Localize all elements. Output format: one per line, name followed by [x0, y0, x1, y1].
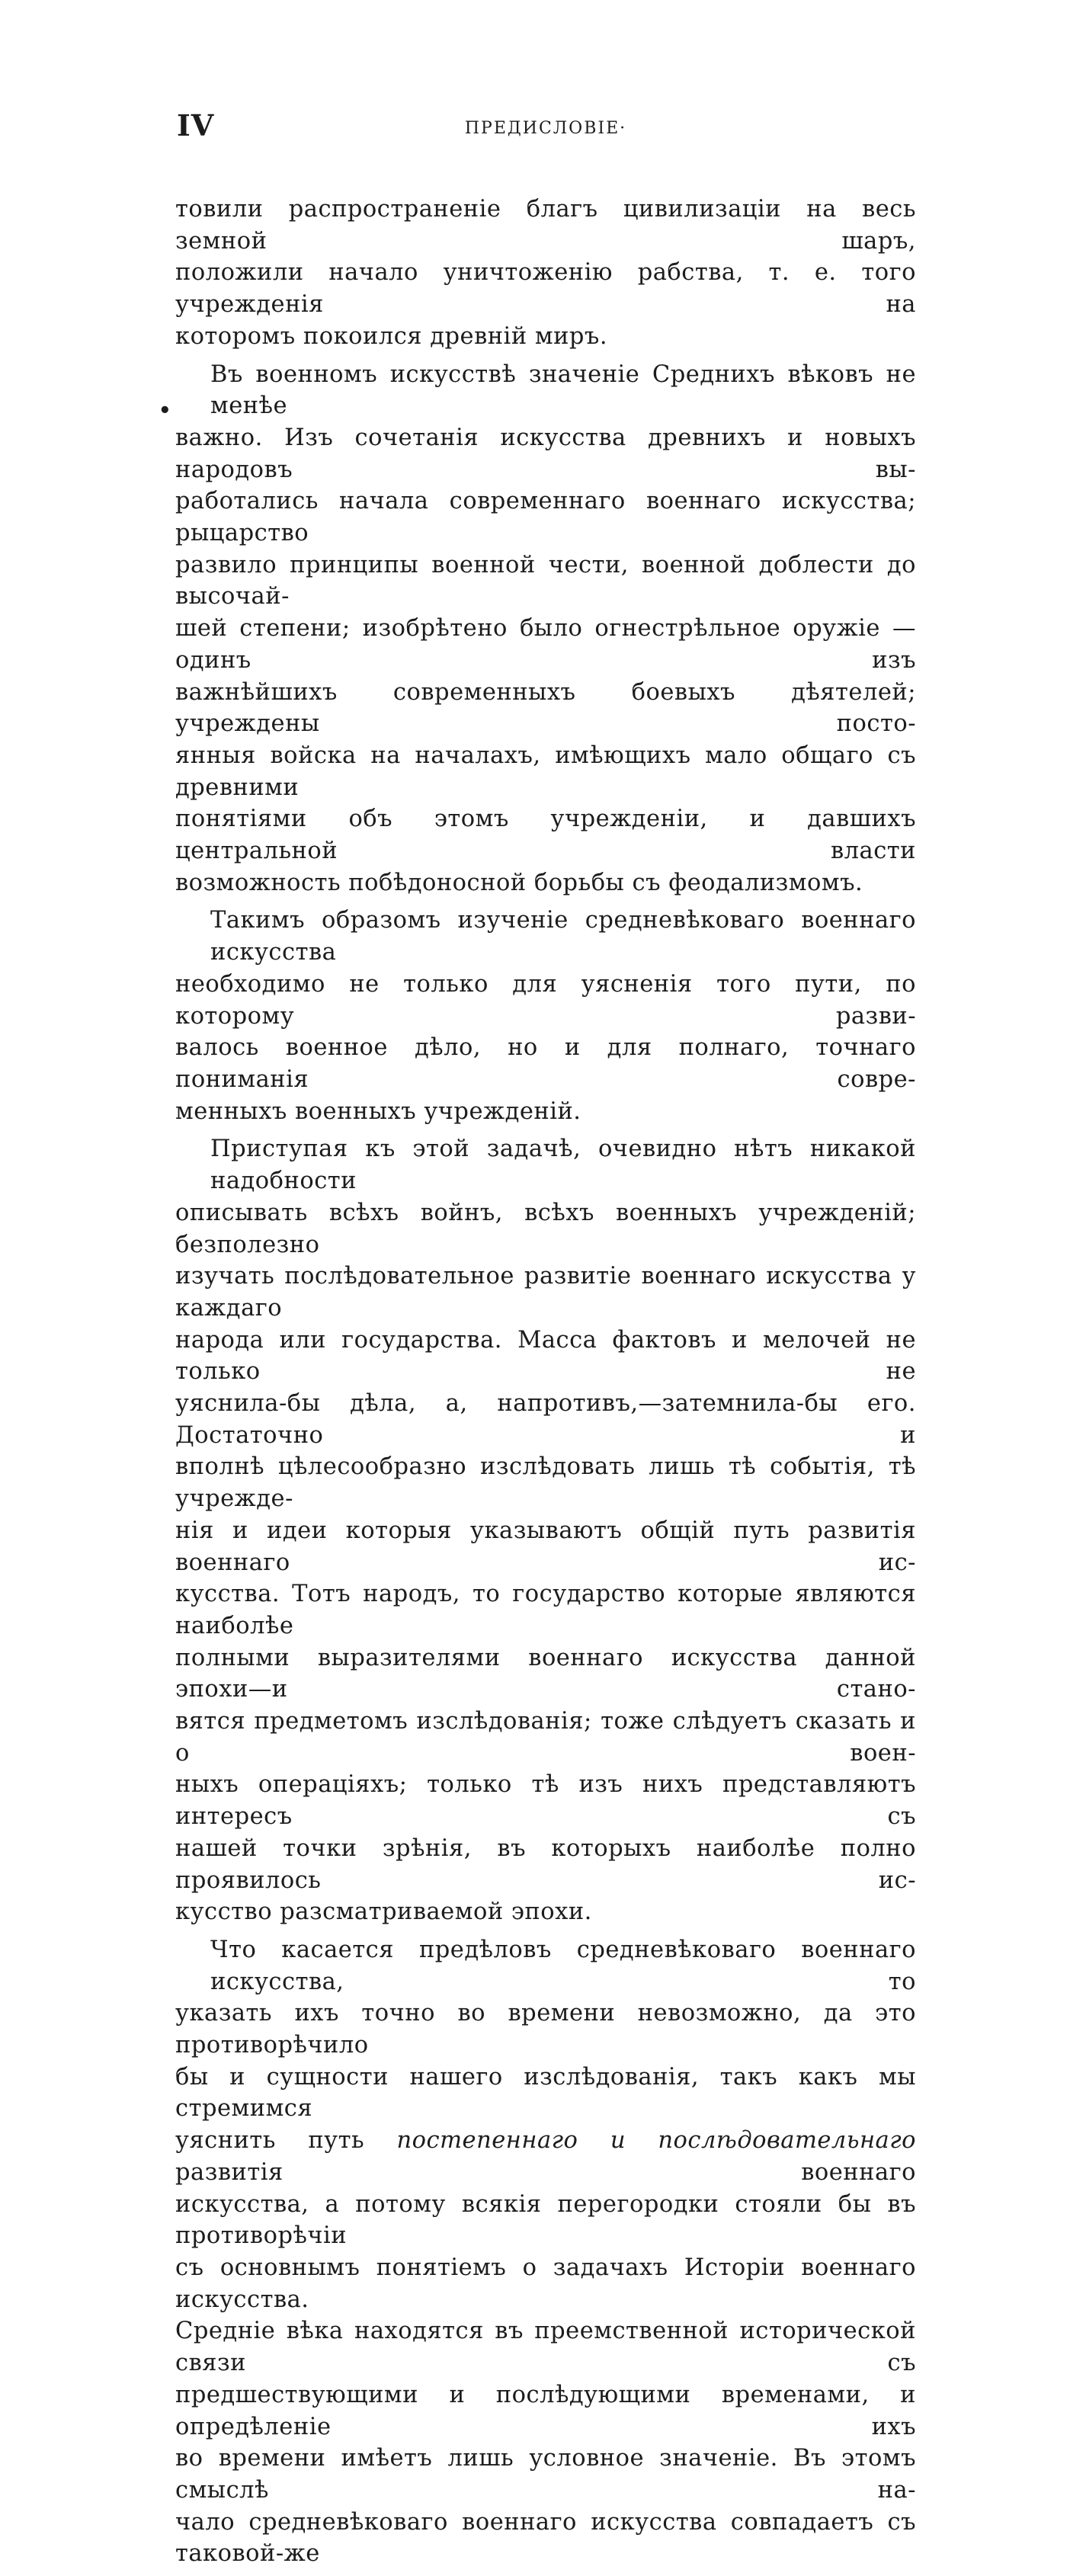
paragraph-3 [175, 905, 916, 1127]
text-line: важнѣйшихъ современныхъ боевыхъ дѣятелей; учреждены посто- [175, 678, 916, 738]
text-line: нія и идеи которыя указываютъ общій путь развитія военнаго ис- [175, 1517, 916, 1576]
text-line: возможность побѣдоносной борьбы съ феодализмомъ. [175, 869, 863, 896]
text-line: искусства, а потому всякія перегородки стояли бы въ противорѣчіи [175, 2190, 916, 2250]
text-line: вполнѣ цѣлесообразно изслѣдовать лишь тѣ событія, тѣ учрежде- [175, 1453, 916, 1513]
text-line: Въ военномъ искусствѣ значеніе Среднихъ вѣковъ не менѣе [210, 360, 916, 420]
paragraph-5 [175, 1934, 916, 2570]
text-line: нашей точки зрѣнія, въ которыхъ наиболѣе полно проявилось ис- [175, 1834, 916, 1894]
text-line: менныхъ военныхъ учрежденій. [175, 1097, 581, 1125]
text-line: Такимъ образомъ изученіе средневѣковаго военнаго искусства [210, 907, 916, 966]
paragraph-4 [175, 1133, 916, 1928]
paragraph-2 [175, 359, 916, 899]
text-line: описывать всѣхъ войнъ, всѣхъ военныхъ учрежденій; безполезно [175, 1199, 916, 1258]
text-line: янныя войска на началахъ, имѣющихъ мало общаго съ древними [175, 742, 916, 801]
text-line: указать ихъ точно во времени невозможно, да это противорѣчило [175, 2000, 916, 2059]
text-line: необходимо не только для уясненія того пути, по которому разви- [175, 970, 916, 1030]
text-line: которомъ покоился древній миръ. [175, 322, 608, 350]
text-line: изучать послѣдовательное развитіе военнаго искусства у каждаго [175, 1263, 916, 1322]
text-line: во времени имѣетъ лишь условное значеніе. Въ этомъ смыслѣ на- [175, 2445, 916, 2504]
text-line: Средніе вѣка находятся въ преемственной исторической связи съ [175, 2318, 916, 2377]
text-line: валось военное дѣло, но и для полнаго, точнаго пониманія совре- [175, 1034, 916, 1093]
text-line: понятіями объ этомъ учрежденіи, и давшихъ центральной власти [175, 806, 916, 865]
text-line-with-italic: уяснить путь постепеннаго и послѣдовательнаго развитія военнаго [175, 2127, 916, 2186]
margin-dot: • [159, 399, 171, 422]
text-line: уяснила-бы дѣла, а, напротивъ,—затемнила-бы его. Достаточно и [175, 1390, 916, 1449]
paragraph-1 [175, 194, 916, 353]
running-title: ПРЕДИСЛОВІЕ· [464, 119, 627, 138]
text-line: товили распространеніе благъ цивилизаціи на весь земной шаръ, [175, 196, 916, 255]
text-line: шей степени; изобрѣтено было огнестрѣльное оружіе — одинъ изъ [175, 615, 916, 674]
italic-emphasis: постепеннаго и послѣдовательнаго [396, 2127, 916, 2155]
text-line: важно. Изъ сочетанія искусства древнихъ и новыхъ народовъ вы- [175, 424, 916, 483]
text-line: полными выразителями военнаго искусства данной эпохи—и стано- [175, 1644, 916, 1703]
text-line: положили начало уничтоженію рабства, т. е. того учрежденія на [175, 259, 916, 319]
body-text [175, 194, 916, 2576]
text-line: кусства. Тотъ народъ, то государство которые являются наиболѣе [175, 1581, 916, 1639]
text-line: кусство разсматриваемой эпохи. [175, 1898, 592, 1926]
text-line: развило принципы военной чести, военной доблести до высочай- [175, 551, 916, 610]
page-header [177, 108, 915, 146]
text-line: Что касается предѣловъ средневѣковаго военнаго искусства, то [210, 1936, 916, 1995]
page-number: IV [177, 108, 215, 143]
text-line: вятся предметомъ изслѣдованія; тоже слѣдуетъ сказать и о воен- [175, 1708, 916, 1767]
text-line: ныхъ операціяхъ; только тѣ изъ нихъ представляютъ интересъ съ [175, 1771, 916, 1831]
text-line: бы и сущности нашего изслѣдованія, такъ какъ мы стремимся [175, 2063, 916, 2123]
text-line: чало средневѣковаго военнаго искусства совпадаетъ съ таковой-же [175, 2508, 916, 2568]
text-line: съ основнымъ понятіемъ о задачахъ Исторіи военнаго искусства. [175, 2254, 916, 2313]
text-line: народа или государства. Масса фактовъ и мелочей не только не [175, 1326, 916, 1386]
text-line: Приступая къ этой задачѣ, очевидно нѣтъ никакой надобности [210, 1136, 916, 1195]
text-line: предшествующими и послѣдующими временами, и опредѣленіе ихъ [175, 2381, 916, 2440]
text-line: работались начала современнаго военнаго искусства; рыцарство [175, 488, 916, 547]
